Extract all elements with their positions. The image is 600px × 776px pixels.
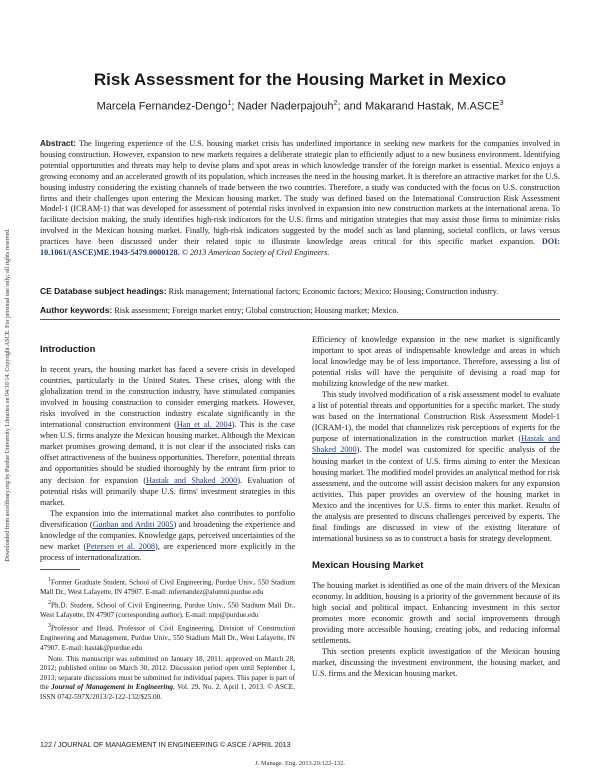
footnotes — [40, 576, 295, 702]
copyright: © 2013 American Society of Civil Engineers. — [181, 248, 330, 258]
citation-hastak-2000-b[interactable]: Hastak and Shaked 2000 — [312, 434, 561, 455]
author-2: Nader Naderpajouh — [237, 100, 334, 113]
left-column — [40, 334, 295, 704]
footnote-divider — [40, 569, 80, 570]
right-paragraph-4: This section presents explicit investigation of the Mexican housing market, discussing the investment environment, the housing market, and U.S. firms and the Mexican housing market. — [312, 647, 560, 679]
footnote-2: $^2$Ph.D. Student, School of Civil Engineering, Purdue Univ., 550 Stadium Mall Dr., West Lafayette, IN 47907 (corresponding author). E-mail: nnp@purdue.edu — [40, 600, 295, 619]
mexican-housing-heading: Mexican Housing Market — [312, 559, 424, 571]
right-paragraph-1: Efficiency of knowledge expansion in the new market is significantly important to spot areas of indispensable knowledge and areas in which local knowledge may be of less importance. Therefore, assessing a list of potential risks will have the perquisite of devising a road map for mobilizing knowledge of the new market. — [312, 335, 560, 389]
right-paragraph-2: This study involved modification of a risk assessment model to evaluate a list of potential threats and opportunities for a specific market. The study was based on the International Construction Risk Assessment Model-1 (ICRAM-1), the model that channelizes risk perceptions of experts for the purpose of internationalization in the construction market (Hastak and Shaked 2000). The model was customized for specific analysis of the housing market in the context of U.S. firms aiming to enter the Mexican housing market. The modified model provides an analytical method for risk assessment, and the outcome will assist decision makers for any expansion activities. This paper provides an overview of the housing market in Mexico and the incentives for U.S. firms to enter this market. Results of the analysis are presented to discuss challenges perceived by experts. The final findings are discussed in view of the existing literature of international business so as to construct a basis for strategy development. — [312, 390, 561, 543]
abstract-label: Abstract: — [40, 139, 76, 148]
author-3-affil: 3 — [499, 100, 504, 107]
ce-headings-text: Risk management; International factors; Economic factors; Mexico; Housing; Construction industry. — [168, 287, 499, 296]
author-keywords — [40, 305, 560, 317]
footnote-1: $^1$Former Graduate Student, School of Civil Engineering, Purdue Univ., 550 Stadium Mall Dr., West Lafayette, IN 47907. E-mail: mfernandez@alumni.purdue.edu — [40, 576, 295, 596]
author-sep-2: ; and — [337, 100, 365, 113]
author-2-affil: 2 — [333, 100, 338, 107]
manuscript-note: Note. This manuscript was submitted on January 18, 2011; approved on March 28, 2012; published online on March 30, 2012. Discussion period open until September 1, 2013; separate discussions must be submitted for individual papers. This paper is part of the Journal of Management in Engineering, Vol. 29, No. 2, April 1, 2013. © ASCE, ISSN 0742-597X/2013/2-122-132/$25.00. — [40, 654, 295, 701]
author-sep-1: ; — [231, 100, 238, 113]
doi-link[interactable]: 10.1061/(ASCE)ME.1943-5479.0000128. — [40, 248, 180, 258]
citation-han-2004[interactable]: Han et al. 2004 — [176, 420, 232, 430]
right-column — [312, 334, 560, 679]
author-3: Makarand Hastak, M.ASCE — [364, 100, 500, 113]
page-citation: J. Manage. Eng. 2013.29:122-132. — [255, 760, 345, 767]
abstract-text: The lingering experience of the U.S. housing market crisis has underlined importance in seeking new markets for the companies involved in housing construction. However, expansion to new markets requires a deliberate strategic plan to efficiently adjust to a new business environment. Identifying potential opportunities and threats may help to devise plans and spot areas in which knowledge transfer of the foreign market is essential. Mexico enjoys a growing economy and an accelerated growth of its population, which increases the need in the housing market. It is therefore an attractive market for the U.S. housing industry considering the existing channels of trade between the two countries. Therefore, a study was conducted with the focus on U.S. construction firms and their challenges upon entering the Mexican housing market. The study was defined based on the International Construction Risk Assessment Model-1 (ICRAM-1) that was developed for assessment of potential risks involved in expansion into new construction markets at the international arena. To facilitate decision making, the study identifies high-risk indicators for the U.S. firms and mitigation strategies that may assist those firms to minimize risks involved in the Mexican housing market. Finally, high-risk indicators suggested by the model such as land planning, societal conflicts, or laws versus practices have been discussed under their related topic to illustrate knowledge areas critical for this specific market expansion. — [40, 139, 561, 247]
author-line — [0, 100, 600, 113]
citation-gunhan-2005[interactable]: Gunhan and Arditi 2005 — [92, 519, 174, 529]
introduction-heading: Introduction — [40, 344, 96, 355]
intro-paragraph-2: The expansion into the international market also contributes to portfolio diversification (Gunhan and Arditi 2005) and broadening the experience and knowledge of the companies. Knowledge gaps, perceived uncertainties of the new market (Petersen et al. 2008), are experienced more explicitly in the process of internationalization. — [40, 508, 295, 562]
citation-petersen-2008[interactable]: Petersen et al. 2008 — [86, 541, 156, 551]
abstract — [40, 139, 560, 259]
citation-hastak-2000[interactable]: Hastak and Shaked 2000 — [146, 475, 238, 485]
author-1: Marcela Fernandez-Dengo — [96, 100, 228, 113]
intro-paragraph-1: In recent years, the housing market has faced a severe crisis in developed countries, particularly in the United States. These crises, along with the globalization trend in the construction industry, have stimulated companies involved in housing construction to consider emerging markets. However, risks involved in the construction industry escalate significantly in the international construction environment (Han et al. 2004). This is the case when U.S. firms analyze the Mexican housing market. Although the Mexican market promises growing demand, it is not clear if the associated risks can offset attractiveness of the business opportunities. Therefore, potential threats and opportunities should be studied thoroughly by the entrant firm prior to any decision for expansion (Hastak and Shaked 2000). Evaluation of potential risks will primarily shape U.S. firms' investment strategies in this market. — [40, 365, 296, 507]
download-sidebar — [3, 160, 13, 630]
ce-headings-label: CE Database subject headings: — [40, 286, 167, 296]
ce-headings — [40, 286, 560, 298]
page-footer: 122 / JOURNAL OF MANAGEMENT IN ENGINEERING © ASCE / APRIL 2013 — [40, 740, 291, 749]
author-1-affil: 1 — [227, 100, 232, 107]
header-divider — [40, 319, 560, 320]
download-notice: Downloaded from ascelibrary.org by Purdue University Libraries on 04/10/14. Copyright ASCE. For personal use only; all rights reserved. — [5, 228, 11, 562]
journal-name: Journal of Management in Engineering — [51, 683, 173, 692]
footnote-3: $^3$Professor and Head, Professor of Civil Engineering, Division of Construction Engineering and Management, Purdue Univ., 550 Stadium Mall Dr., West Lafayette, IN 47907. E-mail: hastak@purdue.edu — [40, 623, 295, 652]
paper-title: Risk Assessment for the Housing Market in Mexico — [93, 70, 507, 89]
right-paragraph-3: The housing market is identified as one of the main drivers of the Mexican economy. In addition, housing is a priority of the government because of its high social and political impact. Enhancing investment in this sector promotes more economic growth and social improvements through providing more accessible housing, creating jobs, and reducing informal settlements. — [312, 580, 560, 646]
keywords-label: Author keywords: — [40, 305, 113, 315]
keywords-text: Risk assessment; Foreign market entry; Global construction; Housing market; Mexico. — [114, 306, 399, 315]
doi-label: DOI: — [541, 237, 561, 247]
